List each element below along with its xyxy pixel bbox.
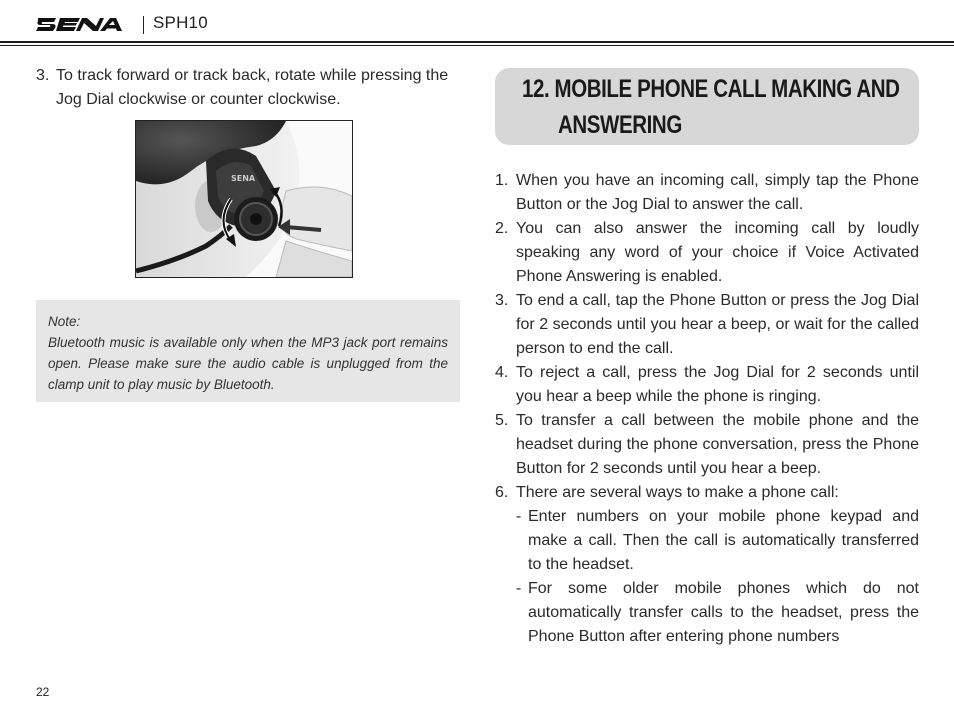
item-text: When you have an incoming call, simply tap the Phone Button or the Jog Dial to answer the call. <box>516 172 919 213</box>
page-number: 22 <box>36 685 50 699</box>
step-text: To track forward or track back, rotate while pressing the Jog Dial clockwise or counter clockwise. <box>56 67 449 108</box>
item-number: 4. <box>495 364 509 381</box>
header-rule-thick <box>0 41 954 43</box>
list-item <box>495 289 919 361</box>
list-item <box>495 481 919 505</box>
item-text: You can also answer the incoming call by loudly speaking any word of your choice if Voice Activated Phone Answering is enabled. <box>516 220 919 285</box>
item-number: 5. <box>495 412 509 429</box>
section-heading <box>495 68 919 145</box>
headset-photo <box>135 120 353 278</box>
list-item <box>495 217 919 289</box>
section-title-line2: ANSWERING <box>558 111 682 139</box>
steps-list <box>495 169 919 649</box>
item-text: For some older mobile phones which do not automatically transfer calls to the headset, press the Phone Button after entering phone numbers <box>528 580 919 645</box>
list-item <box>495 361 919 409</box>
sena-logo <box>36 14 132 39</box>
list-item <box>495 169 919 217</box>
item-number: 2. <box>495 220 509 237</box>
item-text: To end a call, tap the Phone Button or press the Jog Dial for 2 seconds until you hear a beep, or wait for the called person to end the call. <box>516 292 919 357</box>
section-title-line1: 12. MOBILE PHONE CALL MAKING AND <box>522 75 900 103</box>
sub-list-item <box>495 505 919 577</box>
note-box <box>36 300 460 402</box>
sub-list-item <box>495 577 919 649</box>
step-number: 3. <box>36 67 50 84</box>
sena-wordmark-icon <box>36 14 132 34</box>
item-dash: - <box>516 580 522 597</box>
item-number: 1. <box>495 172 509 189</box>
list-item <box>495 409 919 481</box>
item-text: Enter numbers on your mobile phone keypad and make a call. Then the call is automatically transferred to the headset. <box>528 508 919 573</box>
model-name: SPH10 <box>153 13 208 32</box>
item-text: There are several ways to make a phone call: <box>516 484 839 501</box>
note-label: Note: <box>48 314 81 329</box>
page-header <box>0 0 954 48</box>
note-text: Bluetooth music is available only when the MP3 jack port remains open. Please make sure the audio cable is unplugged from the clamp unit to play music by Bluetooth. <box>48 335 448 392</box>
left-step-3 <box>36 64 460 112</box>
headset-jog-dial-illustration <box>136 121 352 277</box>
header-rule-thin <box>0 45 954 46</box>
header-separator <box>143 16 144 34</box>
item-number: 6. <box>495 484 509 501</box>
item-number: 3. <box>495 292 509 309</box>
item-text: To reject a call, press the Jog Dial for 2 seconds until you hear a beep while the phone is ringing. <box>516 364 919 405</box>
svg-text:SENA: SENA <box>231 174 256 183</box>
item-text: To transfer a call between the mobile phone and the headset during the phone conversation, press the Phone Button for 2 seconds until you hear a beep. <box>516 412 919 477</box>
item-dash: - <box>516 508 522 525</box>
